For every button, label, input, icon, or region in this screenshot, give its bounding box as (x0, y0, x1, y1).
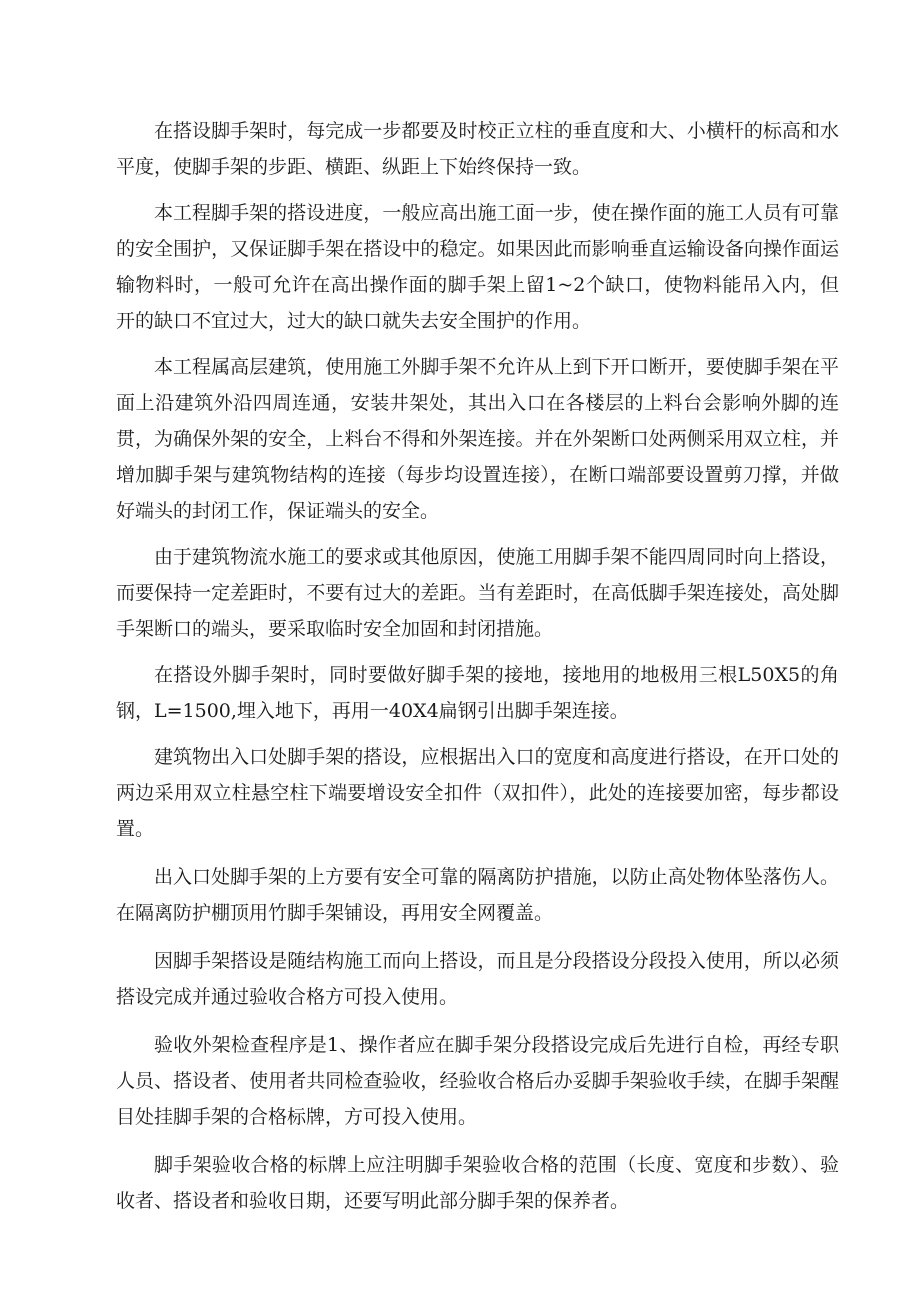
paragraph-protective-canopy: 出入口处脚手架的上方要有安全可靠的隔离防护措施，以防止高处物体坠落伤人。在隔离防护棚顶用竹脚手架铺设，再用安全网覆盖。 (116, 866, 839, 924)
paragraph-acceptance-required: 因脚手架搭设是随结构施工而向上搭设，而且是分段搭设分段投入使用，所以必须搭设完成并通过验收合格方可投入使用。 (116, 950, 839, 1008)
paragraph-entrance-scaffold: 建筑物出入口处脚手架的搭设，应根据出入口的宽度和高度进行搭设，在开口处的两边采用双立柱悬空柱下端要增设安全扣件（双扣件），此处的连接要加密，每步都设置。 (116, 746, 839, 840)
paragraph-high-rise-continuity: 本工程属高层建筑，使用施工外脚手架不允许从上到下开口断开，要使脚手架在平面上沿建筑外沿四周连通，安装井架处，其出入口在各楼层的上料台会影响外脚的连贯，为确保外架的安全，上料台不得和外架连接。并在外架断口处两侧采用双立柱，并增加脚手架与建筑物结构的连接（每步均设置连接），在断口端部要设置剪刀撑，并做好端头的封闭工作，保证端头的安全。 (116, 356, 839, 522)
paragraph-plumb-check: 在搭设脚手架时，每完成一步都要及时校正立柱的垂直度和大、小横杆的标高和水平度，使脚手架的步距、横距、纵距上下始终保持一致。 (116, 120, 839, 178)
paragraph-inspection-procedure: 验收外架检查程序是1、操作者应在脚手架分段搭设完成后先进行自检，再经专职人员、搭设者、使用者共同检查验收，经验收合格后办妥脚手架验收手续，在脚手架醒目处挂脚手架的合格标牌，方可投入使用。 (116, 1034, 839, 1128)
paragraph-height-difference: 由于建筑物流水施工的要求或其他原因，使施工用脚手架不能四周同时向上搭设，而要保持一定差距时，不要有过大的差距。当有差距时，在高低脚手架连接处，高处脚手架断口的端头，要采取临时安全加固和封闭措施。 (116, 546, 839, 640)
paragraph-grounding: 在搭设外脚手架时，同时要做好脚手架的接地，接地用的地极用三根L50X5的角钢，L=1500,埋入地下，再用一40X4扁钢引出脚手架连接。 (116, 664, 839, 722)
paragraph-acceptance-sign: 脚手架验收合格的标牌上应注明脚手架验收合格的范围（长度、宽度和步数）、验收者、搭设者和验收日期，还要写明此部分脚手架的保养者。 (116, 1154, 839, 1212)
document-body (116, 113, 839, 1219)
paragraph-erection-progress: 本工程脚手架的搭设进度，一般应高出施工面一步，使在操作面的施工人员有可靠的安全围护，又保证脚手架在搭设中的稳定。如果因此而影响垂直运输设备向操作面运输物料时，一般可允许在高出操作面的脚手架上留1~2个缺口，使物料能吊入内，但开的缺口不宜过大，过大的缺口就失去安全围护的作用。 (116, 202, 839, 332)
